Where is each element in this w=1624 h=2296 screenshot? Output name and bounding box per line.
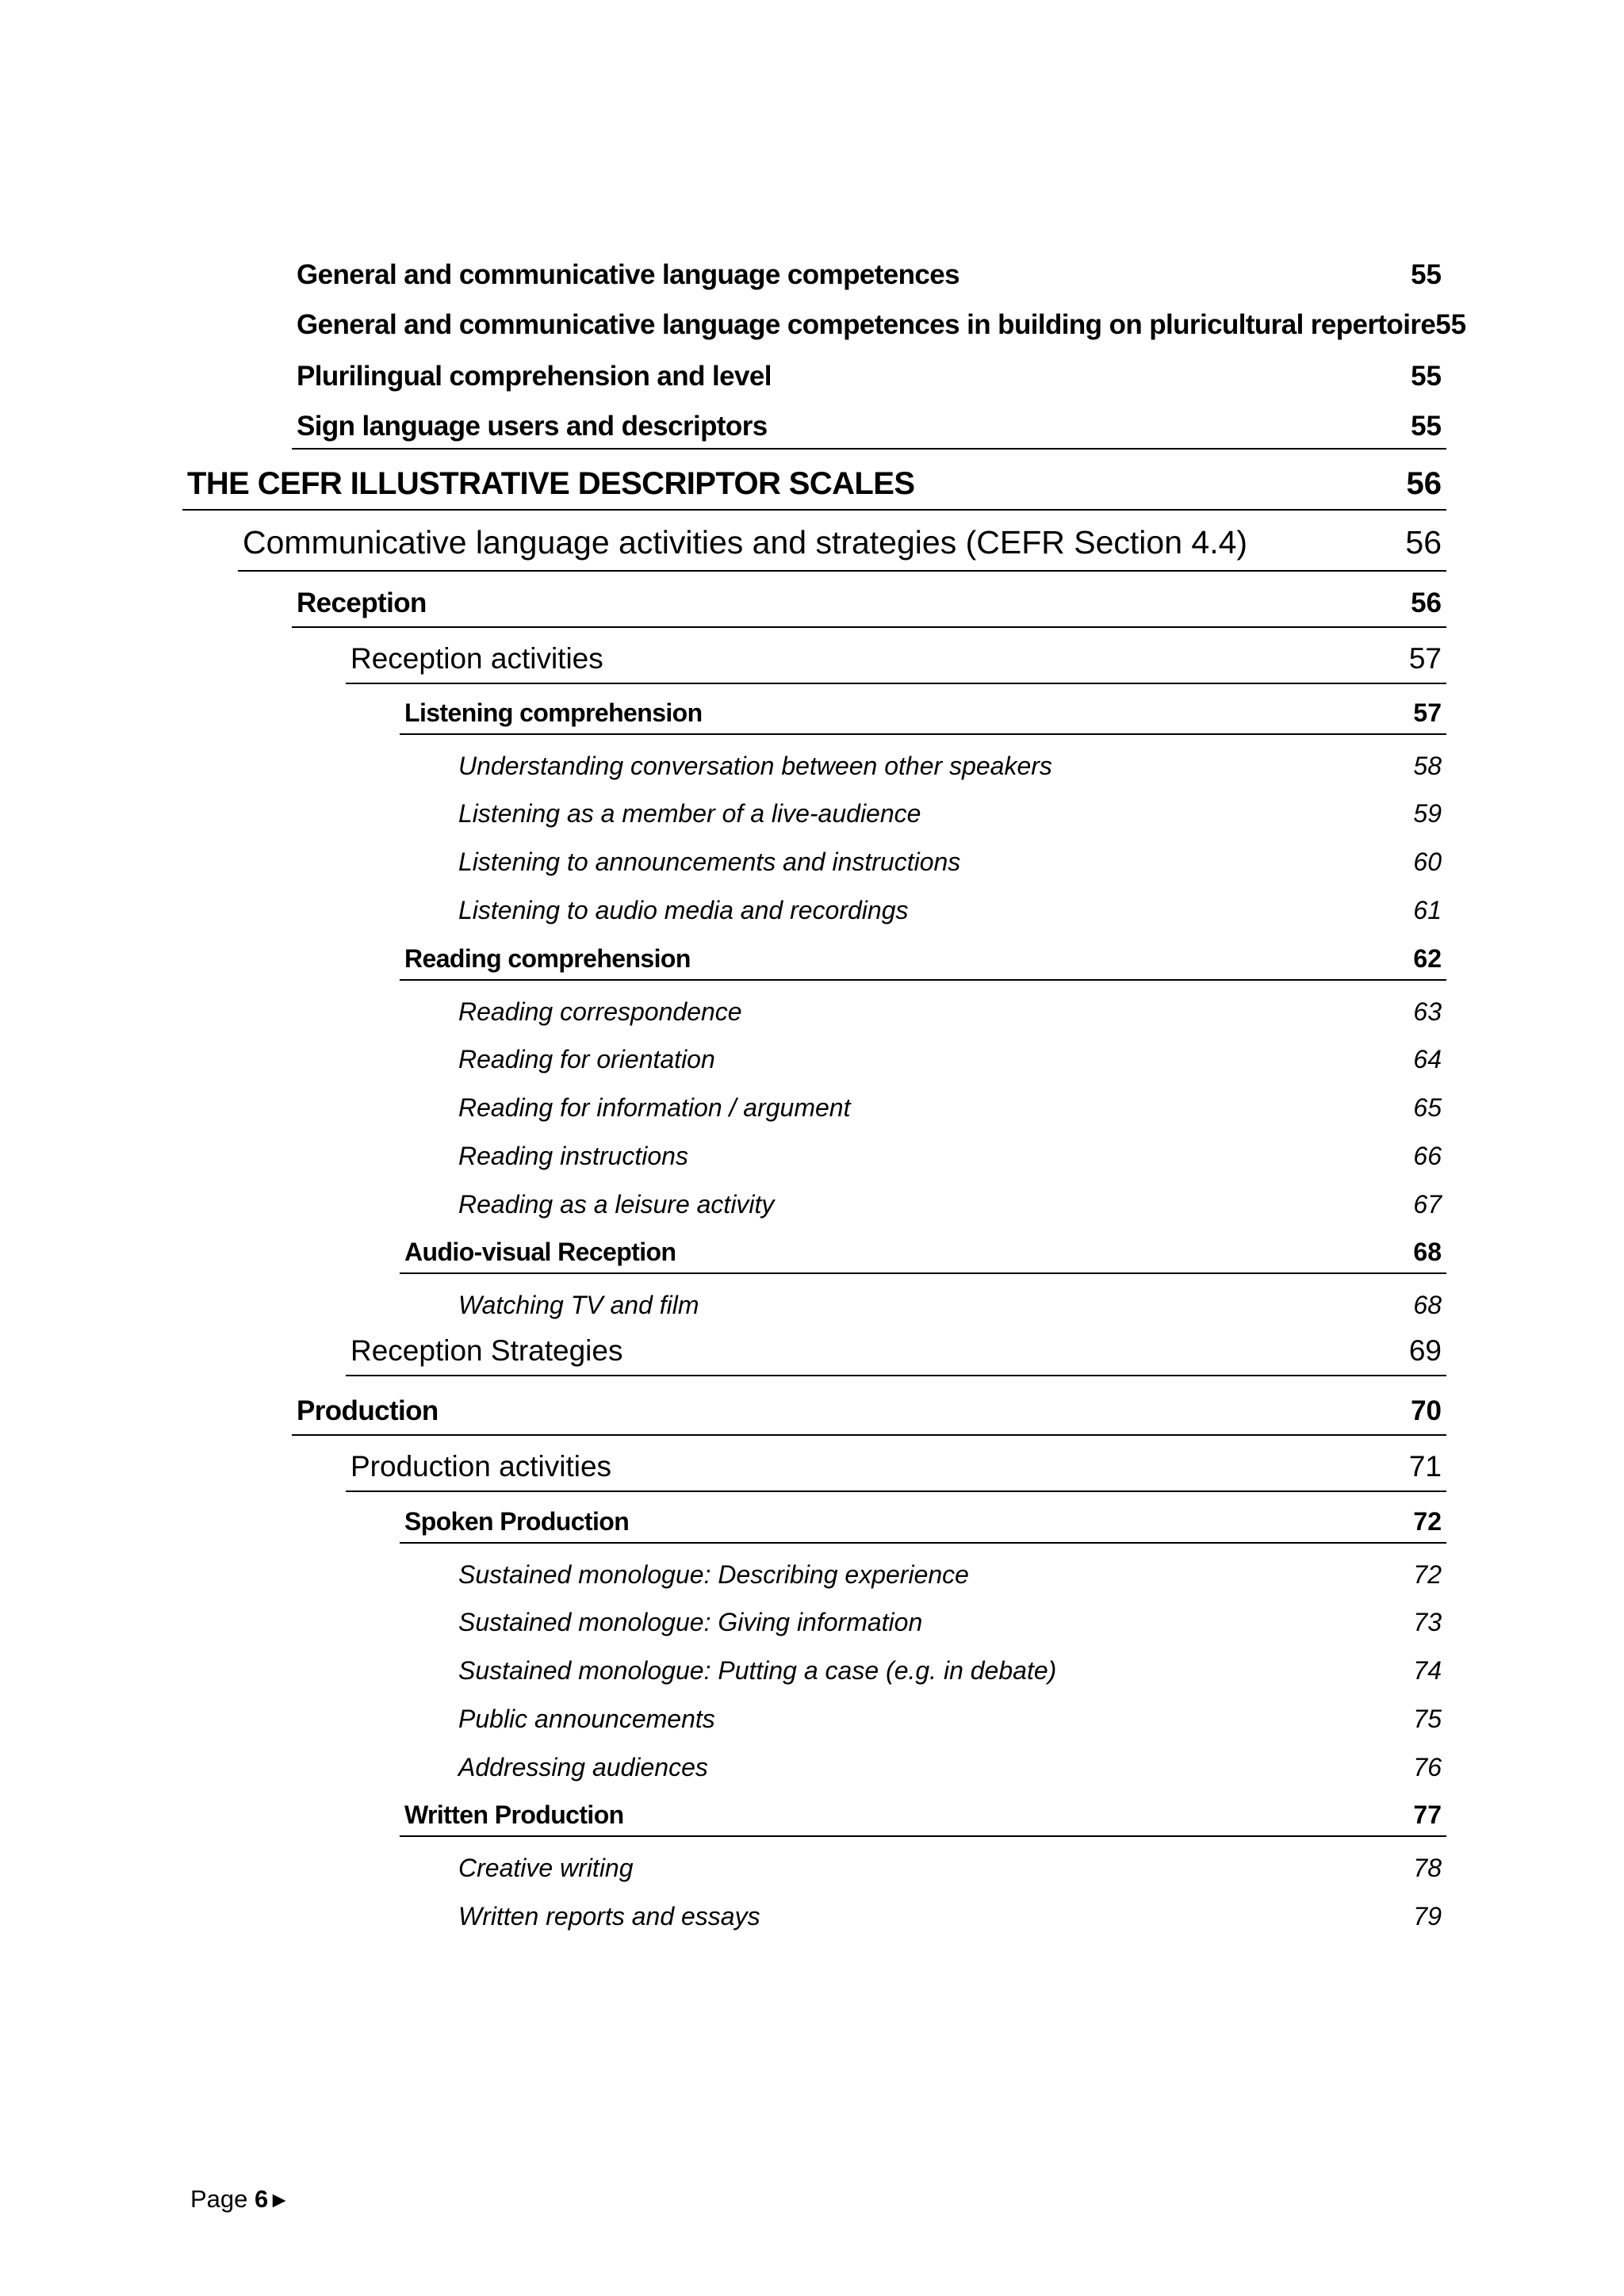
next-page-arrow-icon[interactable]: ► [268, 2187, 290, 2212]
toc-entry-title: Written reports and essays [458, 1902, 760, 1931]
toc-entry[interactable] [454, 1896, 1446, 1935]
toc-entry[interactable] [454, 890, 1446, 929]
toc-entry[interactable] [292, 410, 1446, 450]
toc-entry-page: 66 [1413, 1142, 1442, 1170]
toc-entry-title: Understanding conversation between other speakers [458, 752, 1052, 780]
toc-entry-page: 74 [1413, 1656, 1442, 1685]
toc-entry-title: Reading instructions [458, 1142, 688, 1170]
toc-entry-title: Sign language users and descriptors [297, 411, 768, 442]
toc-entry-title: Reading comprehension [404, 944, 691, 973]
toc-entry-title: THE CEFR ILLUSTRATIVE DESCRIPTOR SCALES [187, 466, 915, 501]
toc-entry[interactable] [454, 1184, 1446, 1223]
toc-entry-title: Creative writing [458, 1854, 634, 1882]
toc-entry[interactable] [292, 255, 1446, 295]
toc-entry-page: 73 [1413, 1608, 1442, 1636]
toc-entry-title: Public announcements [458, 1705, 715, 1733]
toc-entry[interactable] [400, 941, 1446, 981]
toc-entry[interactable] [292, 1396, 1446, 1436]
toc-entry-title: Reception [297, 587, 427, 618]
toc-entry-page: 68 [1413, 1291, 1442, 1319]
toc-entry-page: 56 [1406, 466, 1442, 501]
toc-entry-title: Sustained monologue: Giving information [458, 1608, 923, 1636]
toc-entry[interactable] [454, 793, 1446, 832]
toc-entry-title: General and communicative language competences in building on pluricultural repertoire [297, 309, 1436, 340]
toc-entry-page: 57 [1408, 642, 1442, 675]
toc-entry-page: 77 [1413, 1800, 1442, 1829]
toc-entry[interactable] [400, 1797, 1446, 1837]
toc-entry-title: Listening to audio media and recordings [458, 896, 909, 924]
toc-entry[interactable] [454, 1087, 1446, 1127]
toc-entry-title: Addressing audiences [458, 1753, 708, 1781]
toc-entry-title: Reading for orientation [458, 1045, 715, 1073]
toc-entry-title: Reception Strategies [350, 1334, 623, 1367]
toc-entry-title: Sustained monologue: Putting a case (e.g. in debate) [458, 1656, 1057, 1685]
toc-entry[interactable] [400, 695, 1446, 735]
toc-entry[interactable] [454, 841, 1446, 881]
toc-entry[interactable] [454, 1698, 1446, 1738]
toc-entry[interactable] [400, 1504, 1446, 1544]
toc-entry-page: 55 [1435, 309, 1467, 340]
toc-entry-page: 62 [1413, 944, 1442, 973]
toc-entry[interactable] [400, 1234, 1446, 1274]
toc-entry-title: Plurilingual comprehension and level [297, 361, 772, 392]
footer-page-number: 6 [255, 2185, 269, 2213]
toc-entry-page: 55 [1411, 411, 1442, 442]
toc-entry-title: Production activities [350, 1450, 612, 1483]
toc-entry-page: 56 [1411, 587, 1442, 618]
toc-entry[interactable] [454, 991, 1446, 1031]
toc-entry-title: Communicative language activities and strategies (CEFR Section 4.4) [243, 524, 1248, 561]
toc-entry-title: Audio-visual Reception [404, 1238, 676, 1266]
toc-entry-title: Reception activities [350, 642, 603, 675]
toc-entry-page: 63 [1413, 997, 1442, 1026]
toc-entry-page: 68 [1413, 1238, 1442, 1266]
toc-entry-title: General and communicative language competences [297, 259, 960, 290]
toc-entry-page: 64 [1413, 1045, 1442, 1073]
footer-label: Page [190, 2185, 248, 2213]
toc-entry[interactable] [454, 1747, 1446, 1786]
toc-entry[interactable] [292, 588, 1446, 628]
toc-entry[interactable] [346, 1452, 1446, 1492]
toc-entry-page: 76 [1413, 1753, 1442, 1781]
toc-entry-title: Watching TV and film [458, 1291, 699, 1319]
toc-entry-page: 60 [1413, 848, 1442, 876]
toc-entry[interactable] [454, 1601, 1446, 1641]
toc-entry[interactable] [292, 305, 1467, 345]
toc-entry-page: 79 [1413, 1902, 1442, 1931]
toc-entry-page: 72 [1413, 1560, 1442, 1589]
toc-entry-page: 71 [1408, 1450, 1442, 1483]
toc-entry-page: 56 [1405, 524, 1442, 561]
toc-entry[interactable] [346, 642, 1446, 684]
toc-entry-page: 65 [1413, 1093, 1442, 1122]
toc-entry-title: Reading correspondence [458, 997, 742, 1026]
toc-entry[interactable] [454, 1847, 1446, 1887]
toc-entry[interactable] [238, 524, 1446, 572]
toc-entry-title: Written Production [404, 1800, 624, 1829]
toc-entry[interactable] [182, 466, 1446, 511]
toc-entry-title: Listening as a member of a live-audience [458, 799, 921, 828]
toc-entry-title: Reading as a leisure activity [458, 1190, 775, 1219]
toc-entry-title: Listening comprehension [404, 698, 703, 727]
toc-entry[interactable] [454, 1284, 1446, 1324]
toc-entry-page: 70 [1411, 1395, 1442, 1426]
toc-entry-page: 72 [1413, 1507, 1442, 1536]
toc-entry[interactable] [454, 745, 1446, 785]
toc-entry-page: 61 [1413, 896, 1442, 924]
toc-entry-page: 75 [1413, 1705, 1442, 1733]
toc-entry[interactable] [292, 357, 1446, 396]
toc-entry[interactable] [346, 1334, 1446, 1376]
toc-entry-page: 58 [1413, 752, 1442, 780]
toc-entry-page: 78 [1413, 1854, 1442, 1882]
page-footer [190, 2185, 290, 2214]
toc-entry[interactable] [454, 1135, 1446, 1175]
toc-entry-title: Production [297, 1395, 439, 1426]
toc-entry[interactable] [454, 1650, 1446, 1689]
toc-entry-page: 67 [1413, 1190, 1442, 1219]
toc-entry-page: 55 [1411, 259, 1442, 290]
toc-entry[interactable] [454, 1554, 1446, 1594]
toc-entry-title: Spoken Production [404, 1507, 630, 1536]
toc-entry-page: 55 [1411, 361, 1442, 392]
toc-entry[interactable] [454, 1039, 1446, 1078]
toc-entry-title: Listening to announcements and instructions [458, 848, 961, 876]
toc-entry-title: Sustained monologue: Describing experience [458, 1560, 969, 1589]
toc-entry-page: 59 [1413, 799, 1442, 828]
toc-entry-page: 57 [1413, 698, 1442, 727]
toc-entry-page: 69 [1408, 1334, 1442, 1367]
toc-entry-title: Reading for information / argument [458, 1093, 851, 1122]
